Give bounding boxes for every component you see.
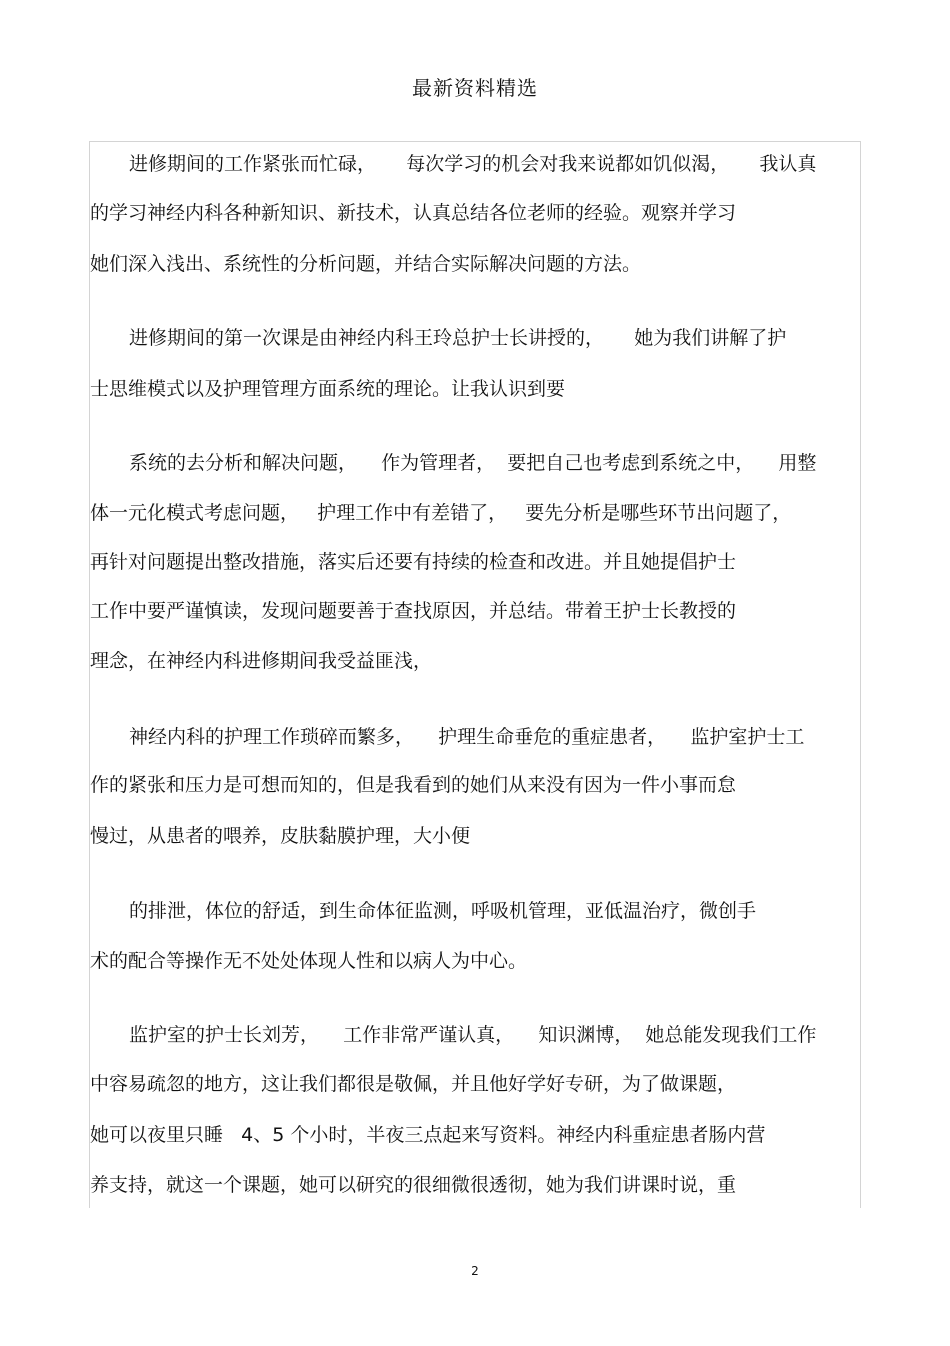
text-line: 慢过，从患者的喂养，皮肤黏膜护理，大小便 [90, 825, 471, 847]
text-line: 工作中要严谨慎读，发现问题要善于查找原因，并总结。带着王护士长教授的 [90, 600, 737, 622]
text-line: 进修期间的工作紧张而忙碌， 每次学习的机会对我来说都如饥似渴， 我认真 [129, 153, 817, 175]
text-line: 体一元化模式考虑问题， 护理工作中有差错了， 要先分析是哪些环节出问题了， [90, 502, 792, 524]
text-line: 的学习神经内科各种新知识、新技术，认真总结各位老师的经验。观察并学习 [90, 202, 737, 224]
text-line: 中容易疏忽的地方，这让我们都很是敬佩，并且他好学好专研，为了做课题， [90, 1073, 737, 1095]
text-line: 监护室的护士长刘芳， 工作非常严谨认真， 知识渊博， 她总能发现我们工作 [129, 1024, 817, 1046]
text-line: 她可以夜里只睡 4、5 个小时，半夜三点起来写资料。神经内科重症患者肠内营 [90, 1124, 766, 1146]
text-line: 术的配合等操作无不处处体现人性和以病人为中心。 [90, 950, 528, 972]
text-line: 神经内科的护理工作琐碎而繁多， 护理生命垂危的重症患者， 监护室护士工 [129, 726, 805, 748]
text-line: 理念，在神经内科进修期间我受益匪浅， [90, 650, 433, 672]
text-line: 系统的去分析和解决问题， 作为管理者， 要把自己也考虑到系统之中， 用整 [129, 452, 817, 474]
text-line: 进修期间的第一次课是由神经内科王玲总护士长讲授的， 她为我们讲解了护 [129, 327, 787, 349]
text-line: 她们深入浅出、系统性的分析问题，并结合实际解决问题的方法。 [90, 253, 642, 275]
text-line: 养支持，就这一个课题，她可以研究的很细微很透彻，她为我们讲课时说，重 [90, 1174, 737, 1196]
text-line: 再针对问题提出整改措施，落实后还要有持续的检查和改进。并且她提倡护士 [90, 551, 737, 573]
text-line: 的排泄，体位的舒适，到生命体征监测，呼吸机管理，亚低温治疗，微创手 [129, 900, 757, 922]
page-number: 2 [471, 1264, 479, 1278]
text-line: 士思维模式以及护理管理方面系统的理论。让我认识到要 [90, 378, 566, 400]
text-line: 作的紧张和压力是可想而知的，但是我看到的她们从来没有因为一件小事而怠 [90, 774, 737, 796]
page-header: 最新资料精选 [412, 76, 538, 100]
